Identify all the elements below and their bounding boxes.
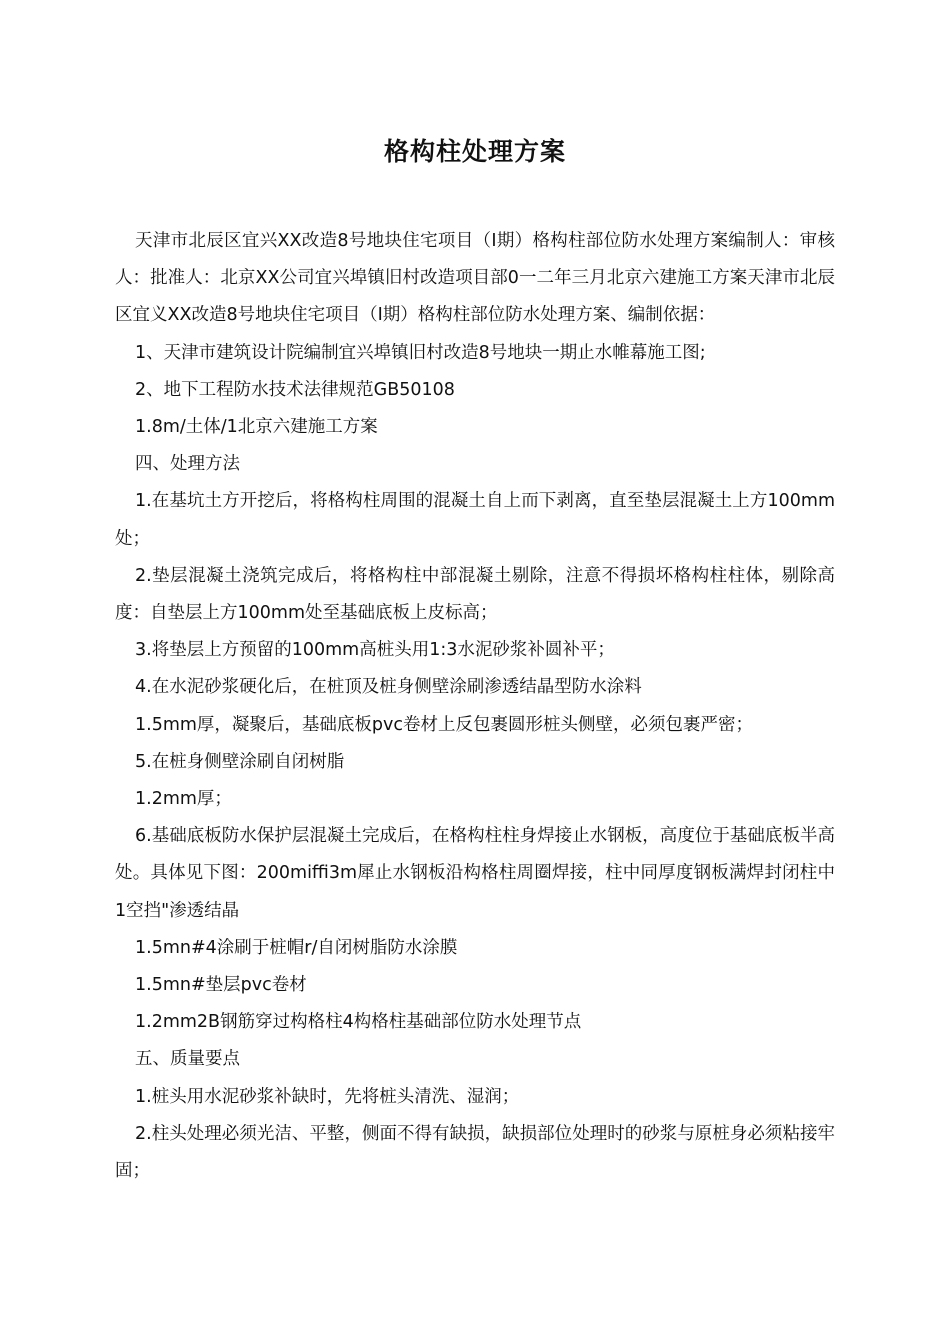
paragraph-intro: 天津市北辰区宜兴XX改造8号地块住宅项目（I期）格构柱部位防水处理方案编制人：审核人：批准人：北京XX公司宜兴埠镇旧村改造项目部0一二年三月北京六建施工方案天津市北辰区宜义XX改造8号地块住宅项目（I期）格构柱部位防水处理方案、编制依据： <box>115 231 835 326</box>
section-heading-quality: 五、质量要点 <box>135 1049 240 1070</box>
paragraph-step-5-detail: 1.2mm厚； <box>135 789 232 810</box>
paragraph-basis-1: 1、天津市建筑设计院编制宜兴埠镇旧村改造8号地块一期止水帷幕施工图; <box>135 342 706 363</box>
paragraph-step-5: 5.在桩身侧壁涂刷自闭树脂 <box>135 751 345 772</box>
paragraph-step-6-detail-3: 1.2mm2B钢筋穿过构格柱4构格柱基础部位防水处理节点 <box>135 1012 582 1033</box>
paragraph-step-2: 2.垫层混凝土浇筑完成后，将格构柱中部混凝土剔除，注意不得损坏格构柱柱体，剔除高度：自垫层上方100mm处至基础底板上皮标高； <box>115 565 835 624</box>
paragraph-step-6: 6.基础底板防水保护层混凝土完成后，在格构柱柱身焊接止水钢板，高度位于基础底板半高处。具体见下图：200miffi3m犀止水钢板沿构格柱周圈焊接，柱中同厚度钢板满焊封闭柱中1空挡"渗透结晶 <box>115 826 835 921</box>
document-body <box>115 223 835 1190</box>
paragraph-step-1: 1.在基坑土方开挖后，将格构柱周围的混凝土自上而下剥离，直至垫层混凝土上方100mm处； <box>115 491 835 549</box>
paragraph-step-3: 3.将垫层上方预留的100mm高桩头用1:3水泥砂浆补圆补平； <box>135 640 615 661</box>
paragraph-step-6-detail-2: 1.5mn#垫层pvc卷材 <box>135 975 307 996</box>
paragraph-quality-2: 2.柱头处理必须光洁、平整，侧面不得有缺损，缺损部位处理时的砂浆与原桩身必须粘接牢固； <box>115 1123 835 1182</box>
paragraph-basis-3: 1.8m/土体/1北京六建施工方案 <box>135 417 378 438</box>
paragraph-quality-1: 1.桩头用水泥砂浆补缺时，先将桩头清洗、湿润； <box>135 1086 520 1107</box>
document-title: 格构柱处理方案 <box>383 137 566 166</box>
paragraph-step-4-detail: 1.5mm厚，凝聚后，基础底板pvc卷材上反包裹圆形桩头侧壁，必须包裹严密； <box>135 714 754 735</box>
paragraph-basis-2: 2、地下工程防水技术法律规范GB50108 <box>135 379 455 400</box>
paragraph-step-4: 4.在水泥砂浆硬化后，在桩顶及桩身侧壁涂刷渗透结晶型防水涂料 <box>135 677 642 698</box>
paragraph-step-6-detail-1: 1.5mn#4涂刷于桩帽r/自闭树脂防水涂膜 <box>135 937 458 958</box>
section-heading-method: 四、处理方法 <box>135 454 240 475</box>
